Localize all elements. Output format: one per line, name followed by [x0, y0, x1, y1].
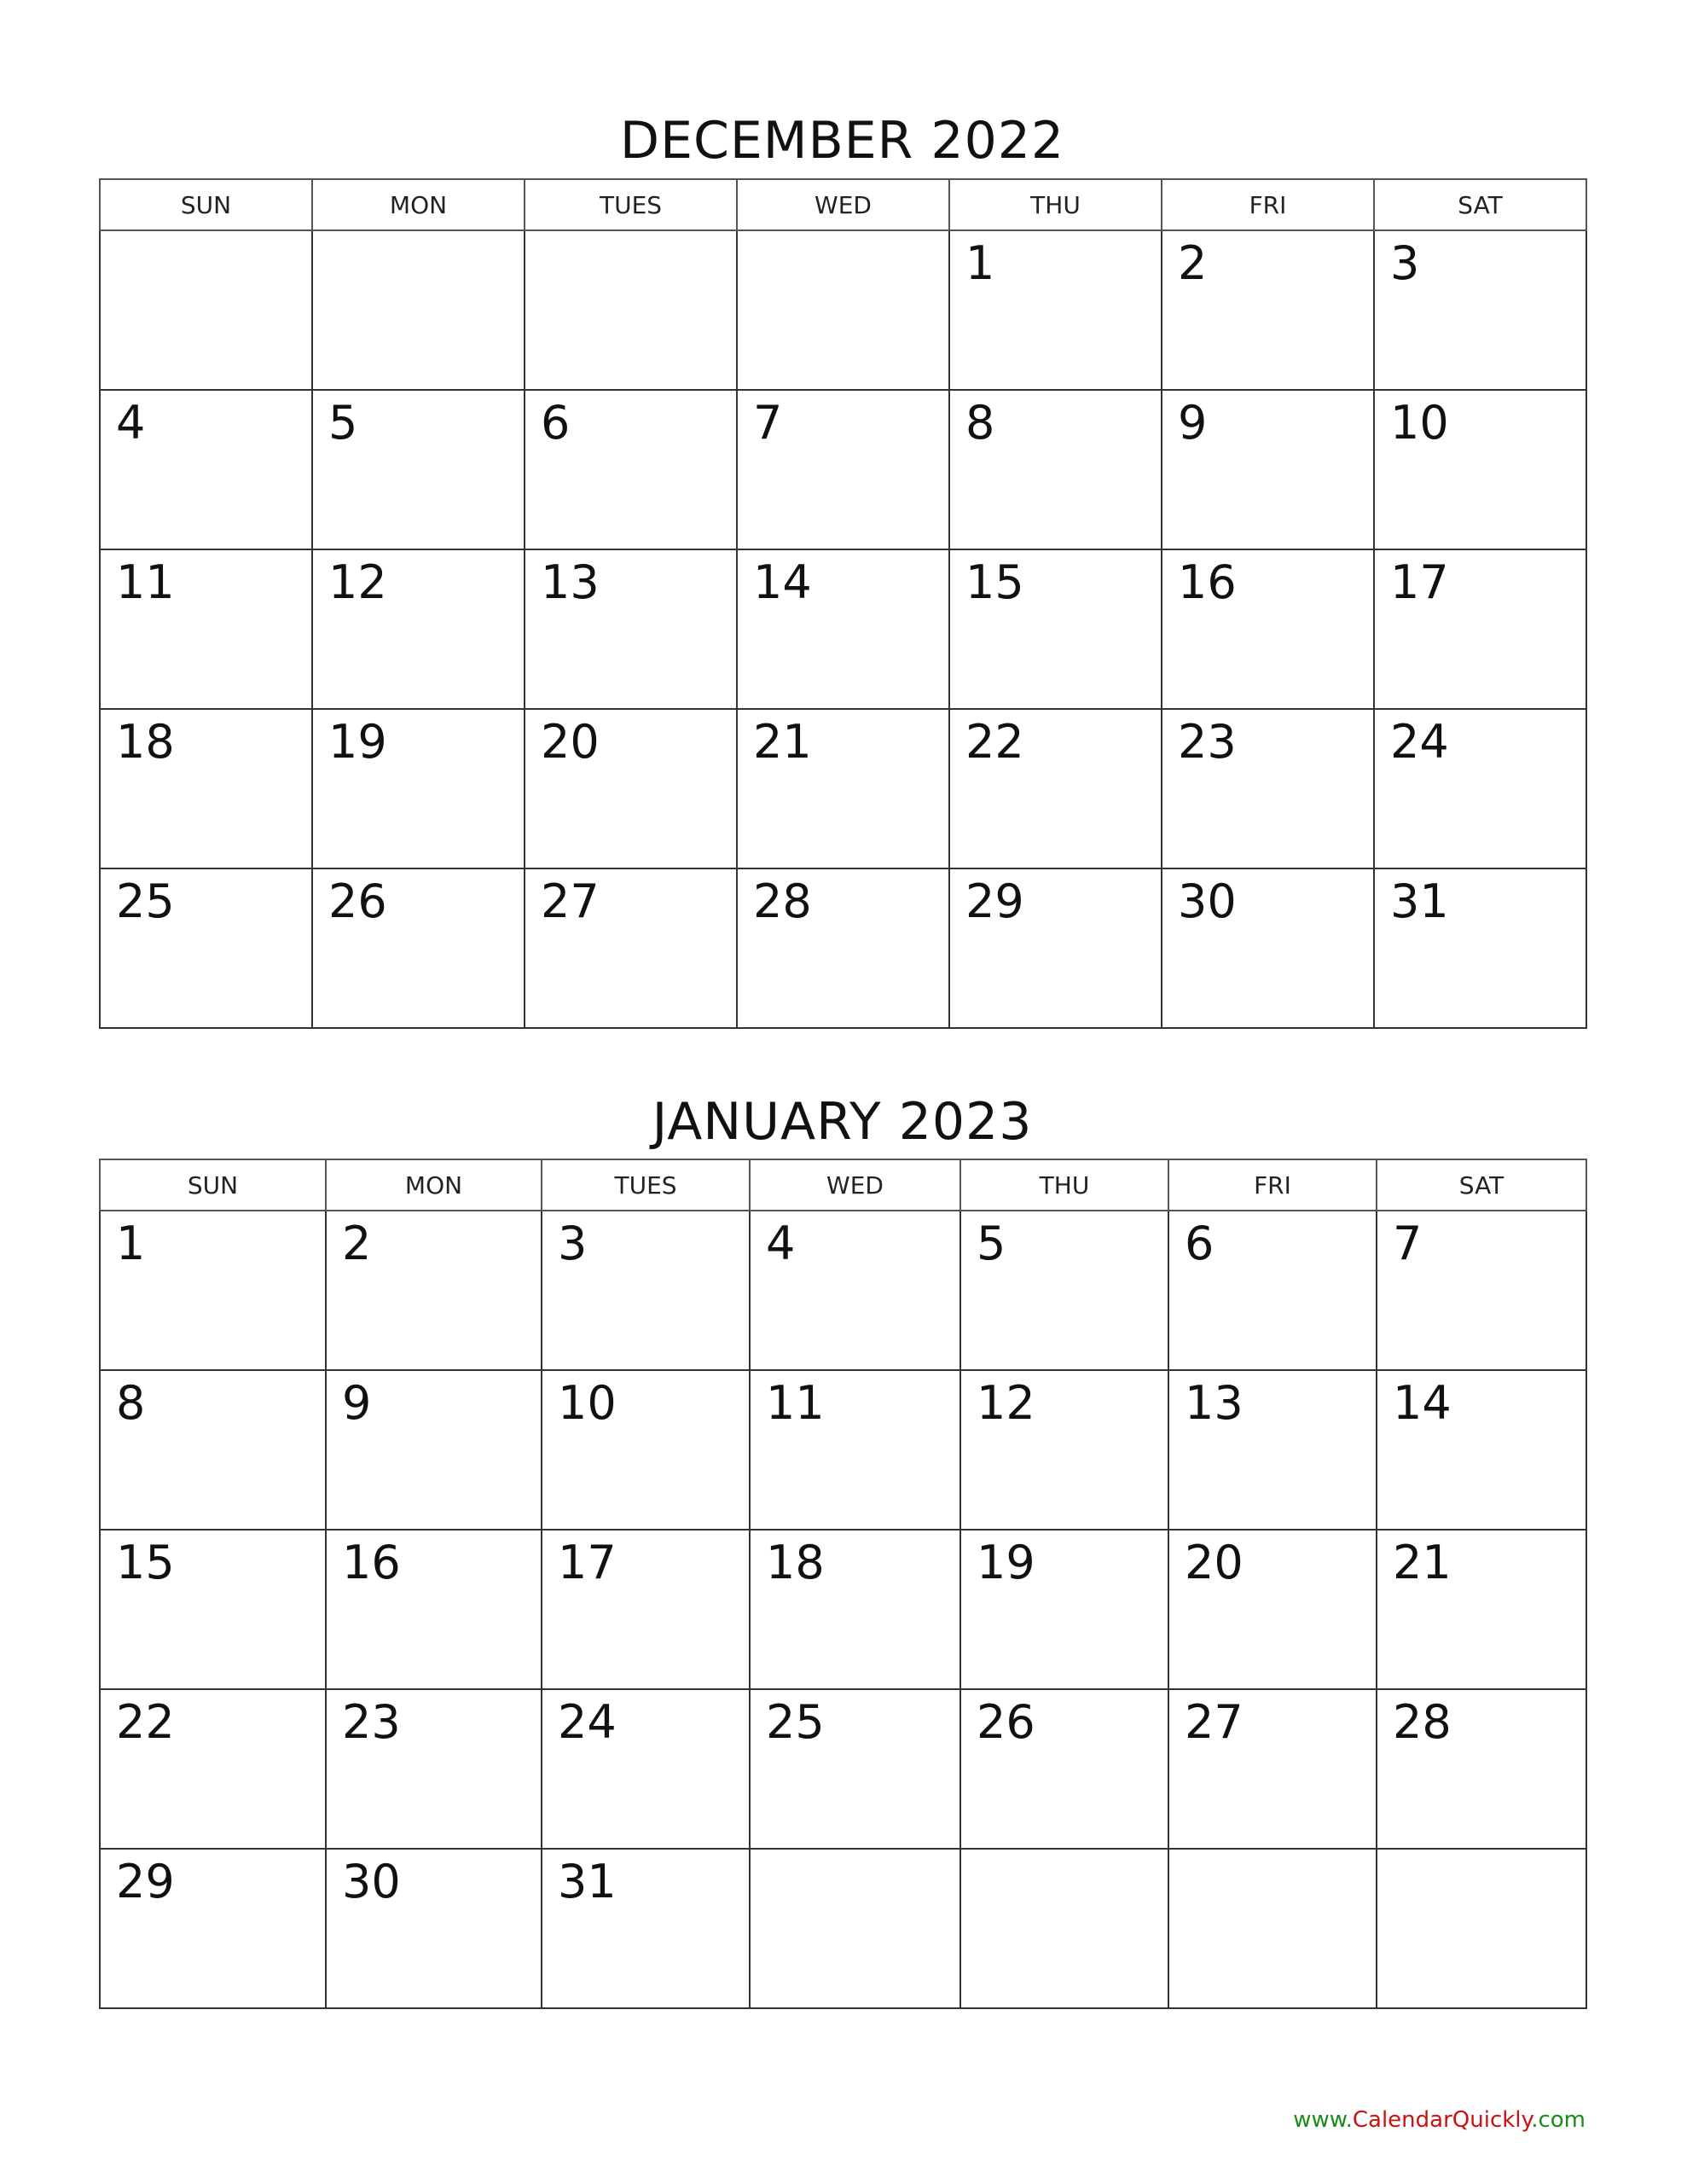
day-number	[1169, 1850, 1376, 1855]
day-number	[101, 231, 311, 236]
day-cell	[100, 1211, 326, 1370]
weekday-sat: SAT	[1374, 179, 1586, 230]
day-number	[313, 231, 524, 236]
week-row	[100, 1211, 1586, 1370]
day-cell	[525, 709, 737, 868]
day-number: 10	[558, 1376, 617, 1430]
day-cell	[100, 1530, 326, 1689]
day-number	[738, 231, 948, 236]
day-cell	[1162, 709, 1374, 868]
week-row	[100, 230, 1586, 390]
day-cell	[312, 549, 525, 709]
day-cell	[737, 868, 949, 1028]
day-cell	[737, 230, 949, 390]
day-cell	[100, 1689, 326, 1849]
day-number: 30	[1178, 874, 1237, 928]
day-cell	[100, 549, 312, 709]
day-cell	[960, 1849, 1168, 2008]
day-number: 31	[1390, 874, 1449, 928]
weekday-sun: SUN	[100, 179, 312, 230]
day-number: 25	[116, 874, 175, 928]
day-number: 22	[116, 1695, 175, 1749]
day-number: 19	[977, 1536, 1035, 1589]
day-number: 14	[753, 555, 812, 609]
day-number: 16	[342, 1536, 401, 1589]
day-cell	[326, 1530, 542, 1689]
day-number: 3	[1390, 236, 1420, 290]
day-number: 26	[977, 1695, 1035, 1749]
weekday-tues: TUES	[542, 1159, 750, 1211]
day-number: 24	[558, 1695, 617, 1749]
day-cell	[542, 1211, 750, 1370]
day-cell	[326, 1211, 542, 1370]
day-cell	[326, 1689, 542, 1849]
day-cell	[949, 709, 1162, 868]
day-number: 27	[1185, 1695, 1244, 1749]
month-title: JANUARY 2023	[652, 1092, 1033, 1152]
day-cell	[1168, 1689, 1377, 1849]
day-cell	[326, 1370, 542, 1530]
day-cell	[1168, 1849, 1377, 2008]
day-cell	[750, 1530, 960, 1689]
day-cell	[1162, 868, 1374, 1028]
day-cell	[1162, 230, 1374, 390]
day-number: 6	[541, 396, 571, 450]
day-cell	[542, 1530, 750, 1689]
day-number: 13	[541, 555, 600, 609]
day-cell	[1168, 1530, 1377, 1689]
day-cell	[1162, 390, 1374, 549]
day-cell	[525, 230, 737, 390]
week-row	[100, 549, 1586, 709]
day-number: 30	[342, 1855, 401, 1908]
day-number: 21	[1393, 1536, 1452, 1589]
weekday-header-row	[100, 179, 1586, 230]
day-number: 9	[342, 1376, 372, 1430]
day-number: 20	[541, 715, 600, 769]
weekday-tues: TUES	[525, 179, 737, 230]
day-number: 5	[977, 1217, 1006, 1270]
day-number	[961, 1850, 1168, 1855]
website-suffix: .com	[1531, 2107, 1586, 2133]
day-cell	[960, 1530, 1168, 1689]
day-number: 21	[753, 715, 812, 769]
weekday-header-row	[100, 1159, 1586, 1211]
day-number	[751, 1850, 959, 1855]
day-cell	[737, 390, 949, 549]
day-number: 8	[116, 1376, 146, 1430]
day-cell	[960, 1370, 1168, 1530]
day-number: 2	[1178, 236, 1208, 290]
day-cell	[1162, 549, 1374, 709]
day-cell	[949, 230, 1162, 390]
day-number: 12	[977, 1376, 1035, 1430]
day-number: 16	[1178, 555, 1237, 609]
day-cell	[750, 1211, 960, 1370]
day-cell	[100, 1370, 326, 1530]
week-row	[100, 1370, 1586, 1530]
day-cell	[1374, 230, 1586, 390]
day-cell	[1377, 1211, 1586, 1370]
day-cell	[1168, 1211, 1377, 1370]
weekday-wed: WED	[737, 179, 949, 230]
day-number: 1	[116, 1217, 146, 1270]
day-cell	[312, 230, 525, 390]
day-cell	[949, 390, 1162, 549]
day-cell	[1377, 1530, 1586, 1689]
day-number: 6	[1185, 1217, 1215, 1270]
day-cell	[949, 549, 1162, 709]
day-cell	[312, 709, 525, 868]
day-cell	[1168, 1370, 1377, 1530]
day-number: 31	[558, 1855, 617, 1908]
website-prefix: www.	[1293, 2107, 1353, 2133]
day-number: 10	[1390, 396, 1449, 450]
day-cell	[312, 868, 525, 1028]
website-link[interactable]	[1293, 2107, 1586, 2133]
week-row	[100, 1849, 1586, 2008]
day-number: 2	[342, 1217, 372, 1270]
day-number: 9	[1178, 396, 1208, 450]
day-cell	[960, 1689, 1168, 1849]
day-number: 28	[1393, 1695, 1452, 1749]
weekday-mon: MON	[326, 1159, 542, 1211]
day-cell	[100, 1849, 326, 2008]
week-row	[100, 390, 1586, 549]
day-cell	[1374, 868, 1586, 1028]
weekday-fri: FRI	[1162, 179, 1374, 230]
day-number: 5	[328, 396, 358, 450]
day-number: 15	[965, 555, 1024, 609]
week-row	[100, 1530, 1586, 1689]
day-cell	[1377, 1689, 1586, 1849]
day-cell	[1377, 1370, 1586, 1530]
website-brand: CalendarQuickly	[1352, 2107, 1532, 2133]
day-cell	[542, 1689, 750, 1849]
day-number: 23	[1178, 715, 1237, 769]
day-cell	[542, 1849, 750, 2008]
day-number: 13	[1185, 1376, 1244, 1430]
day-cell	[100, 230, 312, 390]
week-row	[100, 1689, 1586, 1849]
day-cell	[326, 1849, 542, 2008]
week-row	[100, 868, 1586, 1028]
day-number: 29	[965, 874, 1024, 928]
day-number: 15	[116, 1536, 175, 1589]
day-cell	[525, 868, 737, 1028]
day-cell	[949, 868, 1162, 1028]
day-cell	[100, 390, 312, 549]
weekday-thu: THU	[949, 179, 1162, 230]
day-number: 4	[116, 396, 146, 450]
day-cell	[750, 1370, 960, 1530]
day-number: 3	[558, 1217, 588, 1270]
day-cell	[737, 549, 949, 709]
day-number: 29	[116, 1855, 175, 1908]
day-cell	[750, 1689, 960, 1849]
day-number: 7	[753, 396, 783, 450]
day-number: 23	[342, 1695, 401, 1749]
day-cell	[737, 709, 949, 868]
day-number: 28	[753, 874, 812, 928]
day-number: 1	[965, 236, 995, 290]
week-row	[100, 709, 1586, 868]
day-number: 19	[328, 715, 387, 769]
weekday-sat: SAT	[1377, 1159, 1586, 1211]
weekday-mon: MON	[312, 179, 525, 230]
day-cell	[1374, 390, 1586, 549]
day-cell	[525, 390, 737, 549]
day-cell	[525, 549, 737, 709]
day-cell	[1374, 709, 1586, 868]
day-cell	[100, 709, 312, 868]
month-title: DECEMBER 2022	[619, 111, 1065, 171]
day-number: 11	[116, 555, 175, 609]
day-number: 17	[1390, 555, 1449, 609]
day-cell	[312, 390, 525, 549]
day-number: 12	[328, 555, 387, 609]
weekday-sun: SUN	[100, 1159, 326, 1211]
day-number: 22	[965, 715, 1024, 769]
day-number: 24	[1390, 715, 1449, 769]
day-number: 4	[766, 1217, 796, 1270]
day-cell	[1377, 1849, 1586, 2008]
day-cell	[542, 1370, 750, 1530]
day-number: 25	[766, 1695, 825, 1749]
day-number: 18	[116, 715, 175, 769]
day-cell	[750, 1849, 960, 2008]
day-number: 20	[1185, 1536, 1244, 1589]
calendar-grid	[99, 1159, 1587, 2009]
day-cell	[1374, 549, 1586, 709]
day-cell	[100, 868, 312, 1028]
weekday-wed: WED	[750, 1159, 960, 1211]
day-number: 18	[766, 1536, 825, 1589]
calendar-grid	[99, 178, 1587, 1029]
day-number: 26	[328, 874, 387, 928]
day-number: 17	[558, 1536, 617, 1589]
day-number: 8	[965, 396, 995, 450]
day-number: 11	[766, 1376, 825, 1430]
day-number: 14	[1393, 1376, 1452, 1430]
weekday-fri: FRI	[1168, 1159, 1377, 1211]
day-cell	[960, 1211, 1168, 1370]
day-number	[1377, 1850, 1586, 1855]
day-number	[525, 231, 736, 236]
day-number: 27	[541, 874, 600, 928]
day-number: 7	[1393, 1217, 1423, 1270]
weekday-thu: THU	[960, 1159, 1168, 1211]
